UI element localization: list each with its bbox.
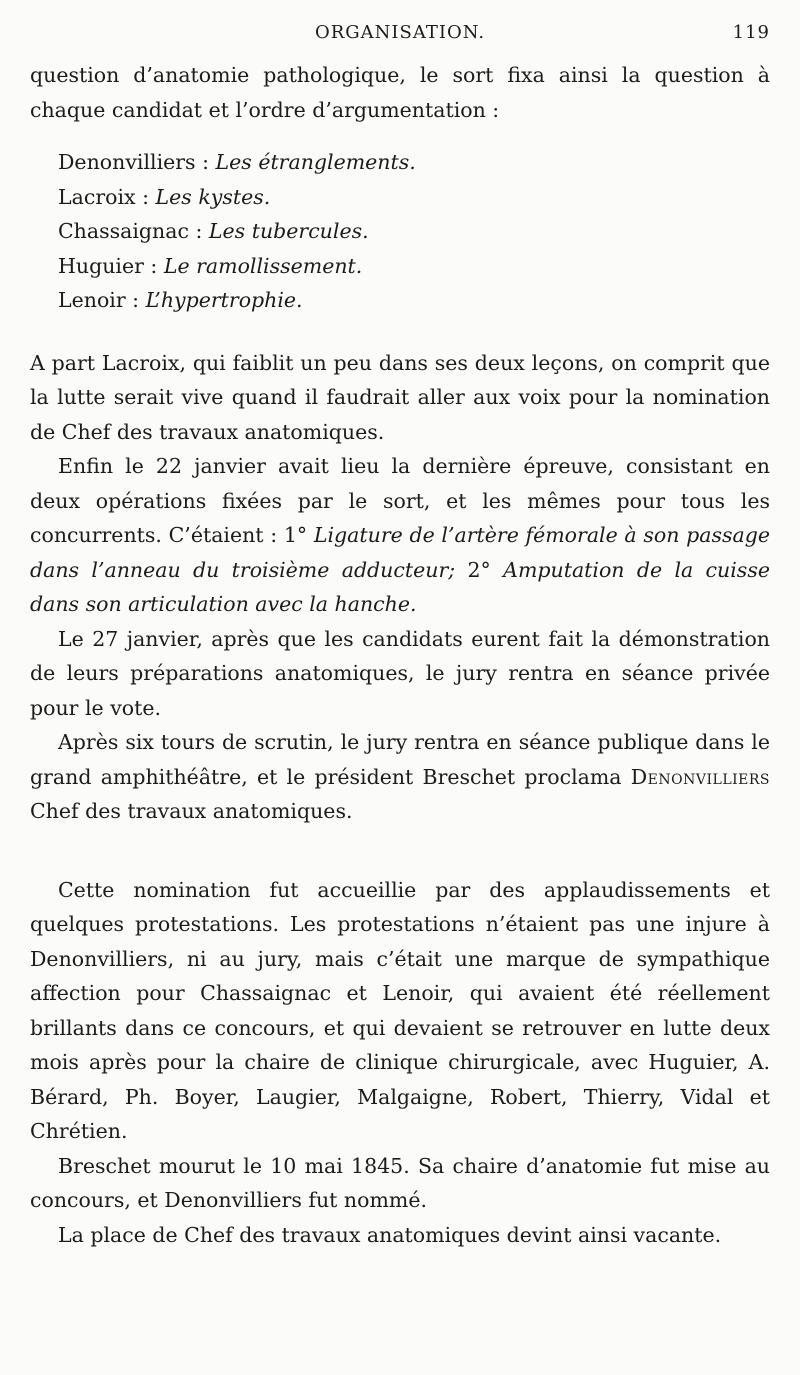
proclamation-end: Chef des travaux anatomiques. — [30, 799, 353, 823]
opening-paragraph: question d’anatomie pathologique, le sort fixa ainsi la question à chaque candidat et l’ordre d’argumentation : — [30, 63, 770, 122]
paragraph-vote: Le 27 janvier, après que les candidats eurent fait la démonstration de leurs préparations anatomiques, le jury rentra en séance privée pour le vote. — [30, 626, 770, 720]
paragraph-breschet: Breschet mourut le 10 mai 1845. Sa chaire d’anatomie fut mise au concours, et Denonvilliers fut nommé. — [30, 1153, 770, 1212]
page-body — [30, 58, 770, 1252]
paragraph-operations — [30, 449, 770, 622]
assigned-topic: L’hypertrophie. — [145, 288, 303, 312]
assignment-item — [58, 283, 770, 318]
paragraph-vacancy: La place de Chef des travaux anatomiques devint ainsi vacante. — [58, 1222, 722, 1247]
operation-separator: 2° — [467, 557, 491, 582]
page-number: 119 — [732, 22, 770, 43]
proclamation-text: Après six tours de scrutin, le jury rentra en séance publique dans le grand amphithéâtre, et le président Breschet proclama — [30, 730, 770, 789]
assignment-item — [58, 180, 770, 215]
assignment-item — [58, 214, 770, 249]
running-head — [30, 22, 770, 54]
assignment-item — [58, 249, 770, 284]
assignment-item — [58, 145, 770, 180]
assigned-topic: Les tubercules. — [208, 219, 369, 243]
candidate-name: Denonvilliers : — [58, 150, 209, 174]
paragraph-lacroix: A part Lacroix, qui faiblit un peu dans ses deux leçons, on comprit que la lutte serait vive quand il faudrait aller aux voix pour la nomination de Chef des travaux anatomiques. — [30, 350, 770, 444]
proclaimed-name: Denonvilliers — [630, 764, 770, 789]
candidate-name: Lenoir : — [58, 288, 140, 312]
operation-two: Amputation de la cuisse dans son articulation avec la hanche. — [30, 557, 770, 616]
candidate-name: Lacroix : — [58, 184, 149, 209]
operations-intro: Enfin le 22 janvier avait lieu la dernière épreuve, consistant en deux opérations fixées par le sort, et les mêmes pour tous les concurrents. C’étaient : 1° — [30, 454, 770, 547]
paragraph-proclamation — [30, 725, 770, 829]
candidate-name: Chassaignac : — [58, 219, 203, 243]
paragraph-reaction: Cette nomination fut accueillie par des applaudissements et quelques protestations. Les protestations n’étaient pas une injure à Denonvilliers, ni au jury, mais c’était une marque de sympathique affection pour Chassaignac et Lenoir, qui avaient été réellement brillants dans ce concours, et qui devaient se retrouver en lutte deux mois après pour la chaire de clinique chirurgicale, avec Huguier, A. Bérard, Ph. Boyer, Laugier, Malgaigne, Robert, Thierry, Vidal et Chrétien. — [30, 877, 770, 1143]
candidate-name: Huguier : — [58, 253, 158, 278]
operation-one: Ligature de l’artère fémorale à son passage dans l’anneau du troisième adducteur; — [30, 523, 770, 582]
assigned-topic: Les kystes. — [155, 184, 271, 209]
assignment-list — [58, 145, 770, 318]
chapter-title: ORGANISATION. — [314, 22, 486, 43]
assigned-topic: Le ramollissement. — [163, 253, 363, 278]
assigned-topic: Les étranglements. — [215, 150, 416, 174]
